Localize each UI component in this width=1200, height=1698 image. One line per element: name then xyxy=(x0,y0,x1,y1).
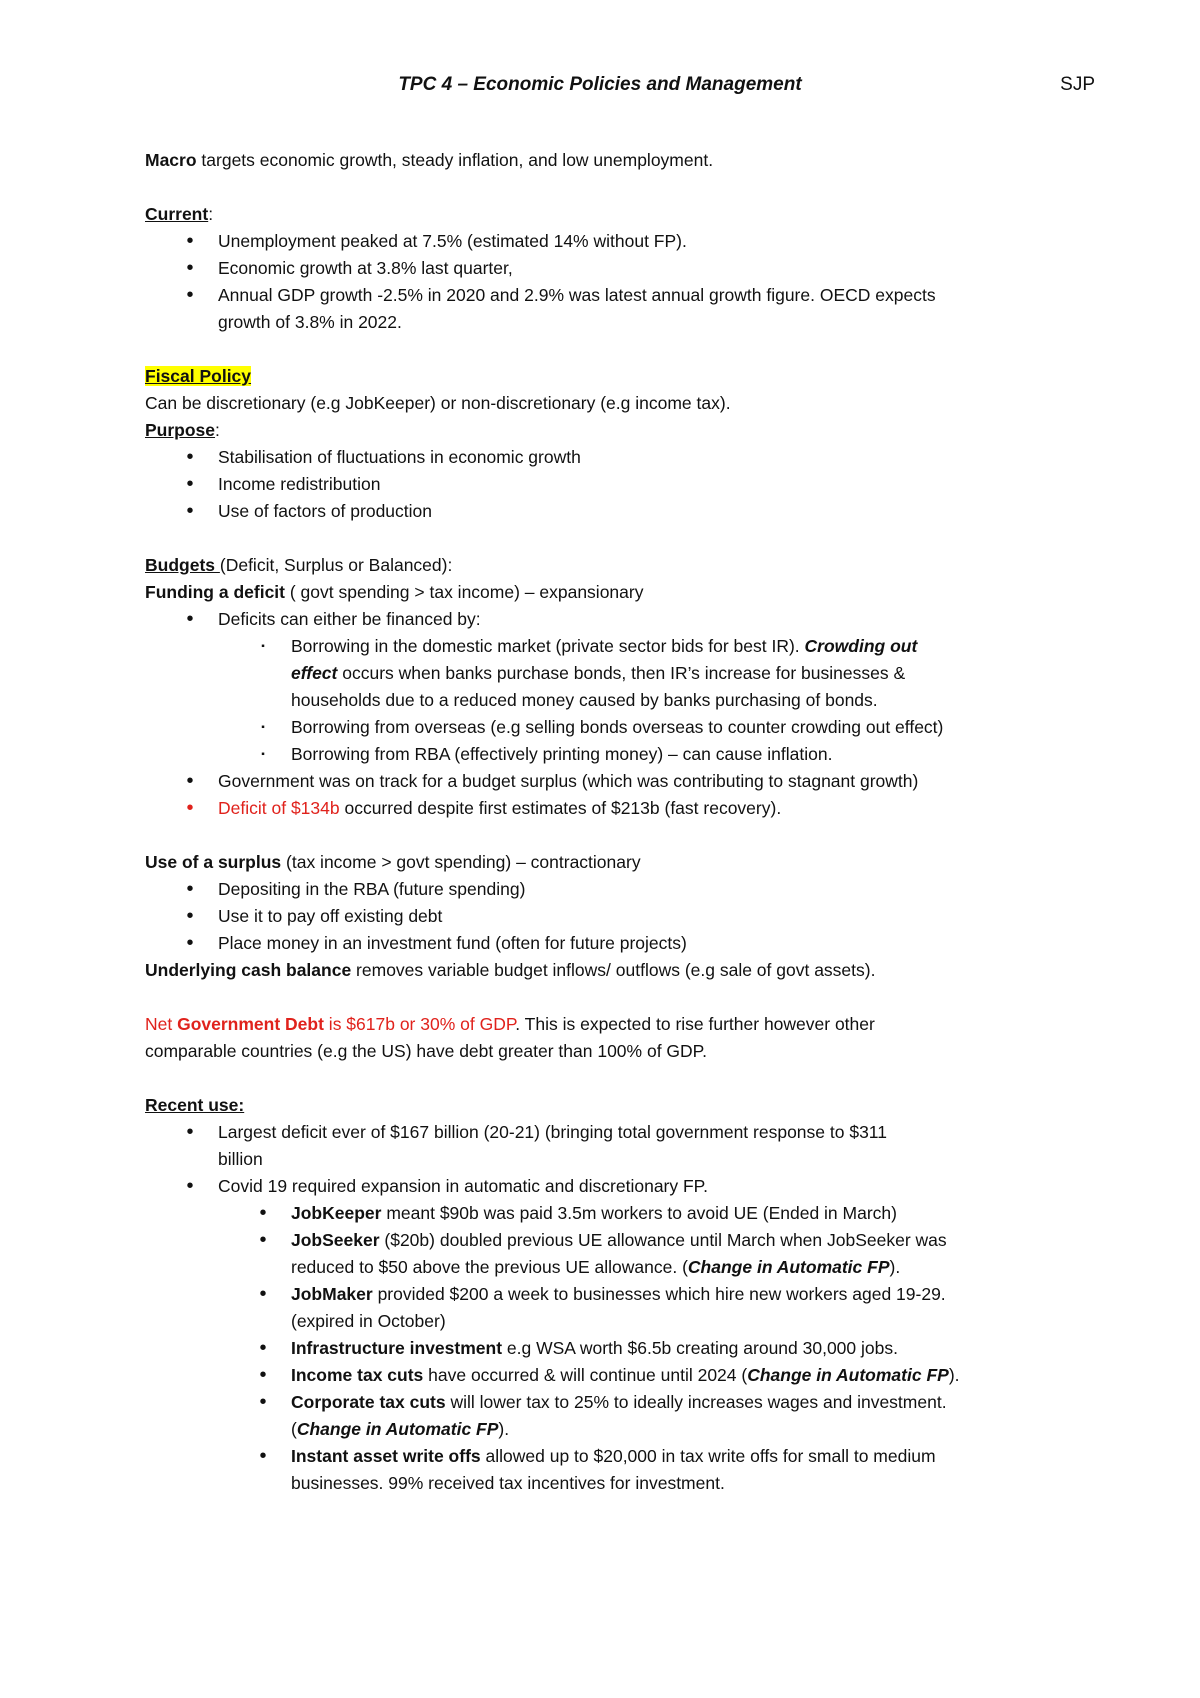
purpose-colon: : xyxy=(215,420,220,440)
current-item: Unemployment peaked at 7.5% (estimated 14% without FP). xyxy=(218,231,687,251)
bullet-icon: • xyxy=(259,1391,267,1413)
budgets-heading-text: Budgets xyxy=(145,555,220,575)
largest-text: Largest deficit ever of $167 billion (20-21) (bringing total government response to $311 xyxy=(218,1122,887,1142)
deficit-rest: ( govt spending > tax income) – expansionary xyxy=(285,582,644,602)
sub-list-item xyxy=(145,1362,1065,1389)
list-item xyxy=(145,228,1065,255)
list-item xyxy=(145,903,1065,930)
document-body xyxy=(145,147,1065,1497)
bullet-icon: • xyxy=(186,608,194,630)
fiscal-desc: Can be discretionary (e.g JobKeeper) or non-discretionary (e.g income tax). xyxy=(145,393,731,413)
list-item xyxy=(145,768,1065,795)
current-heading xyxy=(145,201,1065,228)
debt-bold: Government Debt xyxy=(177,1014,324,1034)
purpose-item: Income redistribution xyxy=(218,474,381,494)
current-item: growth of 3.8% in 2022. xyxy=(218,312,402,332)
infrastructure-bold: Infrastructure investment xyxy=(291,1338,503,1358)
sub-list-item xyxy=(145,1227,1065,1254)
bullet-icon: • xyxy=(186,500,194,522)
jobseeker-text: ($20b) doubled previous UE allowance until March when JobSeeker was xyxy=(379,1230,947,1250)
deficit-figure: Deficit of $134b xyxy=(218,798,340,818)
bullet-icon: • xyxy=(186,797,194,819)
asset-write-off-text-2: businesses. 99% received tax incentives for investment. xyxy=(291,1473,725,1493)
budgets-heading-rest: (Deficit, Surplus or Balanced): xyxy=(219,555,453,575)
current-colon: : xyxy=(208,204,214,224)
largest-text-2: billion xyxy=(218,1149,263,1169)
sub-list-item xyxy=(145,714,1065,741)
jobseeker-text-3: ). xyxy=(889,1257,901,1277)
sub-list-item xyxy=(145,1200,1065,1227)
asset-write-off-text: allowed up to $20,000 in tax write offs for small to medium xyxy=(480,1446,936,1466)
debt-line-2: comparable countries (e.g the US) have debt greater than 100% of GDP. xyxy=(145,1041,707,1061)
purpose-item: Use of factors of production xyxy=(218,501,432,521)
sub-list-item xyxy=(145,741,1065,768)
bullet-icon: • xyxy=(186,1175,194,1197)
surplus-rest: (tax income > govt spending) – contractionary xyxy=(281,852,641,872)
overseas-text: Borrowing from overseas (e.g selling bonds overseas to counter crowding out effect) xyxy=(291,717,944,737)
current-heading-text: Current xyxy=(145,204,209,224)
bullet-icon: • xyxy=(186,230,194,252)
jobmaker-bold: JobMaker xyxy=(291,1284,373,1304)
financed-text: Deficits can either be financed by: xyxy=(218,609,481,629)
sub-list-item-continuation xyxy=(145,1416,1065,1443)
list-item xyxy=(145,606,1065,633)
sub-list-item xyxy=(145,1389,1065,1416)
bullet-icon: • xyxy=(186,1121,194,1143)
automatic-fp-term: Change in Automatic FP xyxy=(296,1419,499,1439)
square-bullet-icon: ▪ xyxy=(261,641,265,652)
asset-write-off-bold: Instant asset write offs xyxy=(291,1446,481,1466)
intro-text: targets economic growth, steady inflation, and low unemployment. xyxy=(196,150,714,170)
sub-list-item-continuation xyxy=(145,687,1065,714)
list-item xyxy=(145,1119,1065,1146)
surplus-line xyxy=(145,849,1065,876)
bullet-icon: • xyxy=(259,1337,267,1359)
recent-heading-text: Recent use: xyxy=(145,1095,245,1115)
jobmaker-text-2: (expired in October) xyxy=(291,1311,446,1331)
bullet-icon: • xyxy=(259,1364,267,1386)
income-tax-end: ). xyxy=(948,1365,960,1385)
list-item xyxy=(145,876,1065,903)
current-item: Economic growth at 3.8% last quarter, xyxy=(218,258,513,278)
crowding-out-term: Crowding out xyxy=(804,636,918,656)
debt-rest: . This is expected to rise further however other xyxy=(515,1014,875,1034)
list-item xyxy=(145,471,1065,498)
ucb-line xyxy=(145,957,1065,984)
list-item-continuation xyxy=(145,1146,1065,1173)
purpose-heading xyxy=(145,417,1065,444)
debt-net: Net xyxy=(145,1014,178,1034)
debt-line xyxy=(145,1011,1065,1038)
debt-red-rest: is $617b or 30% of GDP xyxy=(323,1014,516,1034)
list-item xyxy=(145,930,1065,957)
list-item xyxy=(145,795,1065,822)
covid-text: Covid 19 required expansion in automatic and discretionary FP. xyxy=(218,1176,708,1196)
list-item xyxy=(145,1173,1065,1200)
jobmaker-text: provided $200 a week to businesses which hire new workers aged 19-29. xyxy=(372,1284,946,1304)
current-item: Annual GDP growth -2.5% in 2020 and 2.9% was latest annual growth figure. OECD expects xyxy=(218,285,936,305)
bullet-icon: • xyxy=(186,905,194,927)
deficit-figure-rest: occurred despite first estimates of $213b (fast recovery). xyxy=(339,798,782,818)
sub-list-item-continuation xyxy=(145,1308,1065,1335)
bullet-icon: • xyxy=(259,1445,267,1467)
fiscal-heading xyxy=(145,363,1065,390)
author-initials: SJP xyxy=(1060,74,1095,95)
rba-text: Borrowing from RBA (effectively printing money) – can cause inflation. xyxy=(291,744,833,764)
jobseeker-text-2: reduced to $50 above the previous UE allowance. ( xyxy=(291,1257,688,1277)
corporate-tax-text: will lower tax to 25% to ideally increases wages and investment. xyxy=(445,1392,947,1412)
surplus-item: Use it to pay off existing debt xyxy=(218,906,443,926)
sub-list-item xyxy=(145,1281,1065,1308)
surplus-item: Depositing in the RBA (future spending) xyxy=(218,879,526,899)
intro-bold: Macro xyxy=(145,150,197,170)
bullet-icon: • xyxy=(259,1229,267,1251)
bullet-icon: • xyxy=(259,1283,267,1305)
recent-heading xyxy=(145,1092,1065,1119)
fiscal-heading-text: Fiscal Policy xyxy=(145,366,252,386)
jobseeker-bold: JobSeeker xyxy=(291,1230,380,1250)
automatic-fp-term: Change in Automatic FP xyxy=(687,1257,890,1277)
surplus-bold: Use of a surplus xyxy=(145,852,282,872)
list-item xyxy=(145,255,1065,282)
domestic-text-2: occurs when banks purchase bonds, then IR’s increase for businesses & xyxy=(337,663,906,683)
corporate-tax-close: ). xyxy=(498,1419,510,1439)
sub-list-item xyxy=(145,633,1065,660)
list-item xyxy=(145,282,1065,309)
bullet-icon: • xyxy=(186,257,194,279)
bullet-icon: • xyxy=(259,1202,267,1224)
ucb-bold: Underlying cash balance xyxy=(145,960,352,980)
page-title: TPC 4 – Economic Policies and Management xyxy=(398,74,802,95)
purpose-item: Stabilisation of fluctuations in economic growth xyxy=(218,447,581,467)
surplus-item: Place money in an investment fund (often for future projects) xyxy=(218,933,687,953)
list-item xyxy=(145,444,1065,471)
sub-list-item-continuation xyxy=(145,660,1065,687)
automatic-fp-term: Change in Automatic FP xyxy=(747,1365,949,1385)
deficit-bold: Funding a deficit xyxy=(145,582,285,602)
bullet-icon: • xyxy=(186,770,194,792)
square-bullet-icon: ▪ xyxy=(261,749,265,760)
domestic-text-3: households due to a reduced money caused by banks purchasing of bonds. xyxy=(291,690,878,710)
list-item xyxy=(145,498,1065,525)
square-bullet-icon: ▪ xyxy=(261,722,265,733)
domestic-text: Borrowing in the domestic market (private sector bids for best IR). xyxy=(291,636,805,656)
list-item-continuation xyxy=(145,309,1065,336)
corporate-tax-bold: Corporate tax cuts xyxy=(291,1392,446,1412)
bullet-icon: • xyxy=(186,878,194,900)
ucb-rest: removes variable budget inflows/ outflows (e.g sale of govt assets). xyxy=(351,960,876,980)
income-tax-text: have occurred & will continue until 2024 ( xyxy=(423,1365,748,1385)
bullet-icon: • xyxy=(186,473,194,495)
infrastructure-text: e.g WSA worth $6.5b creating around 30,000 jobs. xyxy=(502,1338,898,1358)
sub-list-item-continuation xyxy=(145,1254,1065,1281)
deficit-line xyxy=(145,579,1065,606)
intro-line xyxy=(145,147,1065,174)
track-text: Government was on track for a budget surplus (which was contributing to stagnant growth) xyxy=(218,771,919,791)
jobkeeper-text: meant $90b was paid 3.5m workers to avoid UE (Ended in March) xyxy=(381,1203,897,1223)
bullet-icon: • xyxy=(186,932,194,954)
sub-list-item xyxy=(145,1335,1065,1362)
sub-list-item xyxy=(145,1443,1065,1470)
corporate-tax-open: ( xyxy=(291,1419,297,1439)
jobkeeper-bold: JobKeeper xyxy=(291,1203,382,1223)
bullet-icon: • xyxy=(186,446,194,468)
bullet-icon: • xyxy=(186,284,194,306)
crowding-out-term-2: effect xyxy=(291,663,338,683)
purpose-heading-text: Purpose xyxy=(145,420,216,440)
sub-list-item-continuation xyxy=(145,1470,1065,1497)
budgets-heading xyxy=(145,552,1065,579)
income-tax-bold: Income tax cuts xyxy=(291,1365,424,1385)
